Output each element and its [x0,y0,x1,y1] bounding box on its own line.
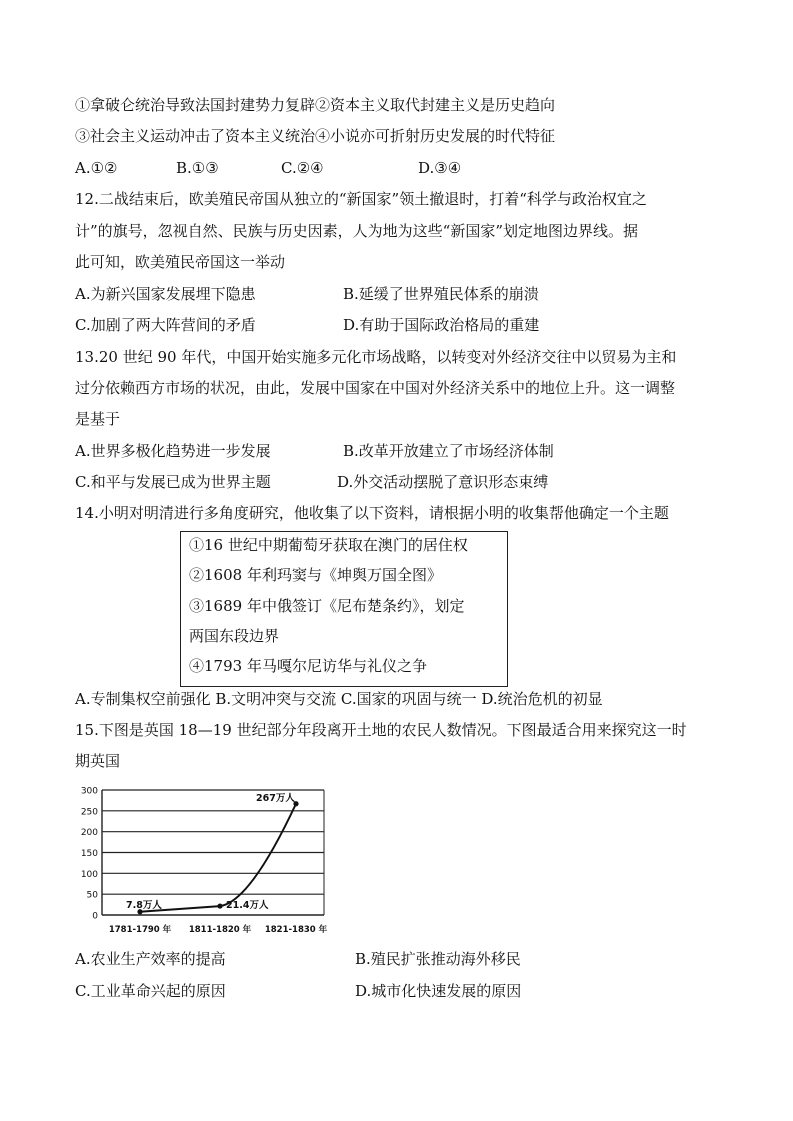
chart-data-label: 267万人 [256,792,295,804]
q11-option-b: B.①③ [176,159,219,177]
q14-source-1: ①16 世纪中期葡萄牙获取在澳门的居住权 [189,536,468,554]
chart-y-tick-label: 250 [80,807,98,818]
chart-grid [102,790,324,915]
q15-option-a: A.农业生产效率的提高 [75,950,226,968]
chart-data-label: 7.8万人 [126,899,162,911]
chart-y-tick-label: 100 [80,869,98,880]
chart-x-tick-label: 1811-1820 年 [188,925,252,935]
q13-option-b: B.改革开放建立了市场经济体制 [343,442,554,460]
q11-option-a: A.①② [75,159,118,177]
q14-source-2: ②1608 年利玛窦与《坤舆万国全图》 [189,566,442,584]
q13-stem-line-3: 是基于 [75,410,121,428]
chart-y-tick-label: 150 [80,849,98,859]
q14-source-3: ③1689 年中俄签订《尼布楚条约》，划定 [189,597,465,615]
q14-source-box [180,531,508,687]
q13-option-d: D.外交活动摆脱了意识形态束缚 [337,473,549,491]
chart-y-tick-label: 0 [92,911,98,922]
q12-option-d: D.有助于国际政治格局的重建 [343,316,540,334]
chart-y-tick-label: 300 [80,786,98,797]
q15-line-chart [72,780,342,940]
q13-stem-line-2: 过分依赖西方市场的状况，由此，发展中国家在中国对外经济关系中的地位上升。这一调整 [75,379,676,397]
q15-stem-line-1: 15.下图是英国 18—19 世纪部分年段离开土地的农民人数情况。下图最适合用来探究这一时 [75,721,687,739]
q12-option-b: B.延缓了世界殖民体系的崩溃 [343,285,539,303]
q12-stem-line-1: 12.二战结束后，欧美殖民帝国从独立的“新国家”领土撤退时，打着“科学与政治权宜之 [75,190,647,208]
q11-option-c: C.②④ [281,159,324,177]
chart-x-tick-label: 1821-1830 年 [264,925,328,935]
q12-option-c: C.加剧了两大阵营间的矛盾 [75,316,256,334]
q12-stem-line-2: 计”的旗号，忽视自然、民族与历史因素，人为地为这些“新国家”划定地图边界线。据 [75,222,639,240]
q11-line-2: ③社会主义运动冲击了资本主义统治④小说亦可折射历史发展的时代特征 [75,127,556,145]
q11-option-d: D.③④ [418,159,462,177]
chart-x-tick-label: 1781-1790 年 [108,925,172,935]
chart-x-tick-labels [109,924,328,935]
chart-data-labels [126,792,295,911]
q14-stem: 14.小明对明清进行多角度研究，他收集了以下资料，请根据小明的收集帮他确定一个主题 [75,504,669,522]
chart-y-tick-labels [81,787,98,922]
chart-data-label: 21.4万人 [226,900,269,912]
q13-option-a: A.世界多极化趋势进一步发展 [75,442,271,460]
chart-points [137,801,298,914]
chart-y-tick-label: 50 [86,890,98,901]
q15-option-c: C.工业革命兴起的原因 [75,982,226,1000]
q15-option-d: D.城市化快速发展的原因 [355,982,522,1000]
chart-series-line [140,804,296,912]
q12-option-a: A.为新兴国家发展埋下隐患 [75,285,256,303]
chart-y-tick-label: 200 [80,828,98,839]
q15-stem-line-2: 期英国 [75,752,121,770]
q13-stem-line-1: 13.20 世纪 90 年代，中国开始实施多元化市场战略，以转变对外经济交往中以贸易为主和 [75,348,677,366]
q15-option-b: B.殖民扩张推动海外移民 [355,950,521,968]
q14-options: A.专制集权空前强化 B.文明冲突与交流 C.国家的巩固与统一 D.统治危机的初显 [75,690,603,708]
q14-source-4: ④1793 年马嘎尔尼访华与礼仪之争 [189,657,427,675]
q13-option-c: C.和平与发展已成为世界主题 [75,473,271,491]
q11-line-1: ①拿破仑统治导致法国封建势力复辟②资本主义取代封建主义是历史趋向 [75,96,556,114]
chart-point [217,903,222,908]
q12-stem-line-3: 此可知，欧美殖民帝国这一举动 [75,253,286,271]
q14-source-3-cont: 两国东段边界 [189,627,280,645]
